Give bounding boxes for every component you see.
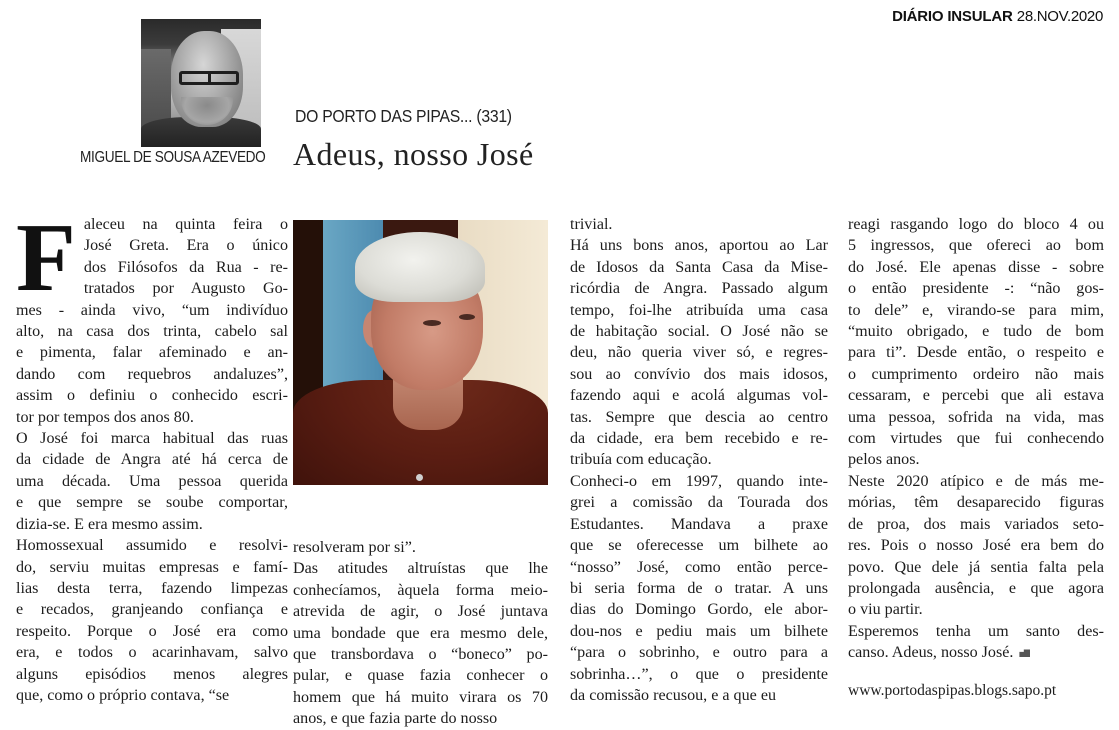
text-line: deu, não queria viver só, e regres- xyxy=(570,344,828,362)
text-line: O José foi marca habitual das ruas xyxy=(16,430,288,448)
text-line: da cidade de Angra até há cerca de xyxy=(16,451,288,469)
text-line: o cumprimento ordeiro não mais xyxy=(848,365,1104,383)
text-line: reagi rasgando logo do bloco 4 ou xyxy=(848,216,1104,233)
text-line: Conheci-o em 1997, quando inte- xyxy=(570,472,828,490)
text-line: prolongada ausência, e que agora xyxy=(848,579,1104,597)
text-line: dos Filósofos da Rua - re- xyxy=(83,258,288,276)
column-kicker: DO PORTO DAS PIPAS... (331) xyxy=(295,106,512,126)
text-line: assim o definiu o conhecido escri- xyxy=(16,387,288,405)
text-line: “para o sobrinho, e outro para a xyxy=(570,644,828,662)
text-line: respeito. Porque o José era como xyxy=(16,622,288,640)
text-line: tratados por Augusto Go- xyxy=(83,280,288,298)
subject-photo xyxy=(293,220,548,485)
text-line: tas. Sempre que descia ao centro xyxy=(570,408,828,426)
text-line: “nosso” José, como então perce- xyxy=(570,558,828,576)
text-line: canso. Adeus, nosso José. xyxy=(848,642,1104,663)
text-line: alguns episódios menos alegres xyxy=(16,665,288,683)
text-line: fazendo aqui e acolá algumas vol- xyxy=(570,387,828,405)
text-line: e recados, granjeando confiança e xyxy=(16,601,288,619)
text-line: o viu partir. xyxy=(848,601,923,619)
text-line: era, e todos o acarinhavam, salvo xyxy=(16,644,288,662)
author-photo xyxy=(141,19,261,147)
text-line: dias do Domingo Gordo, ele abor- xyxy=(570,601,828,619)
text-line: que transbordava o “boneco” po- xyxy=(293,646,548,664)
text-line: de Idosos da Santa Casa da Mise- xyxy=(570,258,828,276)
text-line: da comissão recusou, e a que eu xyxy=(570,686,777,704)
text-line: pelos anos. xyxy=(848,451,920,469)
text-line: com virtudes que fui conhecendo xyxy=(848,430,1104,448)
headline: Adeus, nosso José xyxy=(293,136,534,172)
text-line: Há uns bons anos, aportou ao Lar xyxy=(570,237,828,255)
text-line: Homossexual assumido e resolvi- xyxy=(16,537,288,555)
text-line: alto, na casa dos trinta, cabelo sal xyxy=(16,323,288,341)
text-line: do, serviu muitas empresas e famí- xyxy=(16,558,288,576)
text-line: de proa, dos mais variados seto- xyxy=(848,515,1104,533)
text-line: sou ao convívio dos mais idosos, xyxy=(570,365,828,383)
text-line: tor por tempos dos anos 80. xyxy=(16,408,194,426)
text-line: Das atitudes altruístas que lhe xyxy=(293,560,548,578)
text-line: de habitação social. O José não se xyxy=(570,323,828,341)
text-line: Estudantes. Mandava a praxe xyxy=(570,515,828,533)
text-line: uma década. Uma pessoa querida xyxy=(16,472,288,490)
text-line: 5 ingressos, que ofereci ao bom xyxy=(848,237,1104,255)
text-line: do José. Ele apenas disse - sobre xyxy=(848,258,1104,276)
text-line: tempo, foi-lhe atribuída uma casa xyxy=(570,301,828,319)
text-line: dando com requebros andaluzes”, xyxy=(16,365,288,383)
text-line: ricórdia de Angra. Passado algum xyxy=(570,280,828,298)
text-line: tribuía com educação. xyxy=(570,451,712,469)
text-line: uma pessoa, sofrida na vida, mas xyxy=(848,408,1104,426)
text-line: trivial. xyxy=(570,216,613,233)
text-line: res. Pois o nosso José era bem do xyxy=(848,537,1104,555)
text-line: aleceu na quinta feira o xyxy=(83,216,288,233)
text-line: que, como o próprio contava, “se xyxy=(16,686,230,704)
blog-url: www.portodaspipas.blogs.sapo.pt xyxy=(848,682,1057,699)
text-line: povo. Que dele já sentia falta pela xyxy=(848,558,1104,576)
article-column-2 xyxy=(293,537,548,730)
article-column-4 xyxy=(848,214,1104,664)
text-line: lias desta terra, fazendo limpezas xyxy=(16,579,288,597)
text-line: Neste 2020 atípico e de más me- xyxy=(848,472,1104,490)
text-line: anos, e que fazia parte do nosso xyxy=(293,710,498,728)
text-line: “muito obrigado, e tudo de bom xyxy=(848,323,1104,341)
text-line: cessaram, e percebi que ali estava xyxy=(848,387,1104,405)
text-line: uma bondade que era mesmo dele, xyxy=(293,624,548,642)
end-mark-icon xyxy=(1019,649,1030,657)
text-line: que se oferecesse um bilhete ao xyxy=(570,537,828,555)
text-line: grei a comissão da Tourada dos xyxy=(570,494,828,512)
article-column-3 xyxy=(570,214,828,706)
text-line: bi seria forma de o tratar. A uns xyxy=(570,579,828,597)
text-line: conhecíamos, àquela forma meio- xyxy=(293,581,548,599)
article-column-1 xyxy=(16,204,288,706)
text-line: sobrinha…”, o que o presidente xyxy=(570,665,828,683)
text-line: mes - ainda vivo, “um indivíduo xyxy=(16,301,288,319)
publication-date: 28.NOV.2020 xyxy=(1016,8,1103,25)
text-line: to dele” e, virando-se para mim, xyxy=(848,301,1104,319)
text-line: pular, e quase fazia conhecer o xyxy=(293,667,548,685)
text-line: atrevida de agir, o José juntava xyxy=(293,603,548,621)
drop-cap: F xyxy=(16,204,76,312)
publication-name: DIÁRIO INSULAR xyxy=(892,8,1013,25)
text-line: resolveram por si”. xyxy=(293,539,416,556)
author-byline: MIGUEL DE SOUSA AZEVEDO xyxy=(80,149,266,166)
masthead xyxy=(892,8,1103,25)
text-line: dou-nos e pediu mais um bilhete xyxy=(570,622,828,640)
text-line: para ti”. Desde então, o respeito e xyxy=(848,344,1104,362)
text-line: da cidade, era bem recebido e re- xyxy=(570,430,828,448)
text-line: mórias, têm desaparecido figuras xyxy=(848,494,1104,512)
text-line: e que sempre se soube comportar, xyxy=(16,494,288,512)
text-line: o então presidente -: “não gos- xyxy=(848,280,1104,298)
text-line: homem que há muito virara os 70 xyxy=(293,688,548,706)
text-line: José Greta. Era o único xyxy=(83,237,288,255)
text-line: Esperemos tenha um santo des- xyxy=(848,622,1104,640)
text-line: e pimenta, falar afeminado e an- xyxy=(16,344,288,362)
text-line: dizia-se. E era mesmo assim. xyxy=(16,515,203,533)
